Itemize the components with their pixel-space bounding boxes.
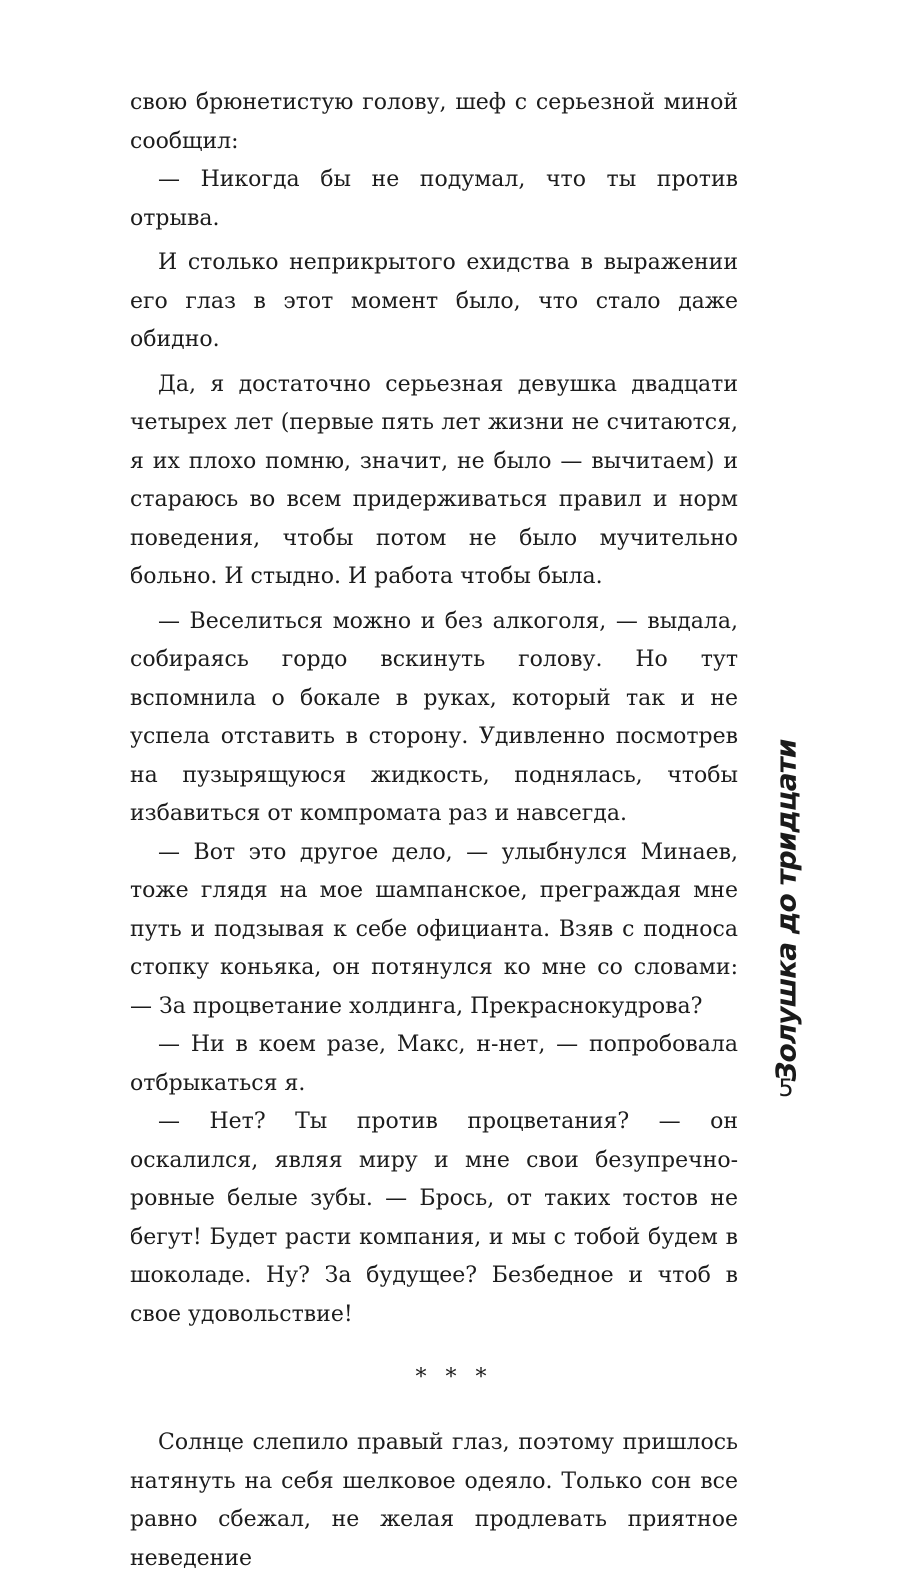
page-body <box>130 84 738 1578</box>
paragraph-8: — Нет? Ты против процветания? — он оскалился, являя миру и мне свои безупречно-ровные белые зубы. — Брось, от таких тостов не бегут! Будет расти компания, и мы с тобой будем в шоколаде. Ну? За будущее? Безбедное и чтоб в свое удовольствие! <box>130 1109 738 1327</box>
paragraph-6: — Вот это другое дело, — улыбнулся Минаев, тоже глядя на мое шампанское, преграждая мне путь и подзывая к себе официанта. Взяв с подноса стопку коньяка, он потянулся ко мне со словами: — За процветание холдинга, Прекраснокудрова? <box>130 839 738 1019</box>
running-title <box>762 739 810 1081</box>
paragraph-9: Солнце слепило правый глаз, поэтому пришлось натянуть на себя шелковое одеяло. Только сон все равно сбежал, не желая продлевать приятное неведение <box>130 1430 738 1571</box>
section-divider: * * * <box>415 1365 493 1390</box>
paragraph-5: — Веселиться можно и без алкоголя, — выдала, собираясь гордо вскинуть голову. Но тут вспомнила о бокале в руках, который так и не успела отставить в сторону. Удивленно посмотрев на пузырящуюся жидкость, поднялась, чтобы избавиться от компромата раз и навсегда. <box>130 608 738 826</box>
paragraph-4: Да, я достаточно серьезная девушка двадцати четырех лет (первые пять лет жизни не считаются, я их плохо помню, значит, не было — вычитаем) и стараюсь во всем придерживаться правил и норм поведения, чтобы потом не было мучительно больно. И стыдно. И работа чтобы была. <box>130 371 738 589</box>
running-title-text: Золушка до тридцати <box>769 739 803 1081</box>
paragraph-7: — Ни в коем разе, Макс, н-нет, — попробовала отбрыкаться я. <box>130 1032 738 1096</box>
paragraph-1: свою брюнетистую голову, шеф с серьезной миной сообщил: <box>130 90 738 154</box>
paragraph-3: И столько неприкрытого ехидства в выражении его глаз в этот момент было, что стало даже обидно. <box>130 250 738 352</box>
page-number: 5 <box>778 1074 794 1102</box>
paragraph-2: — Никогда бы не подумал, что ты против отрыва. <box>130 167 738 231</box>
